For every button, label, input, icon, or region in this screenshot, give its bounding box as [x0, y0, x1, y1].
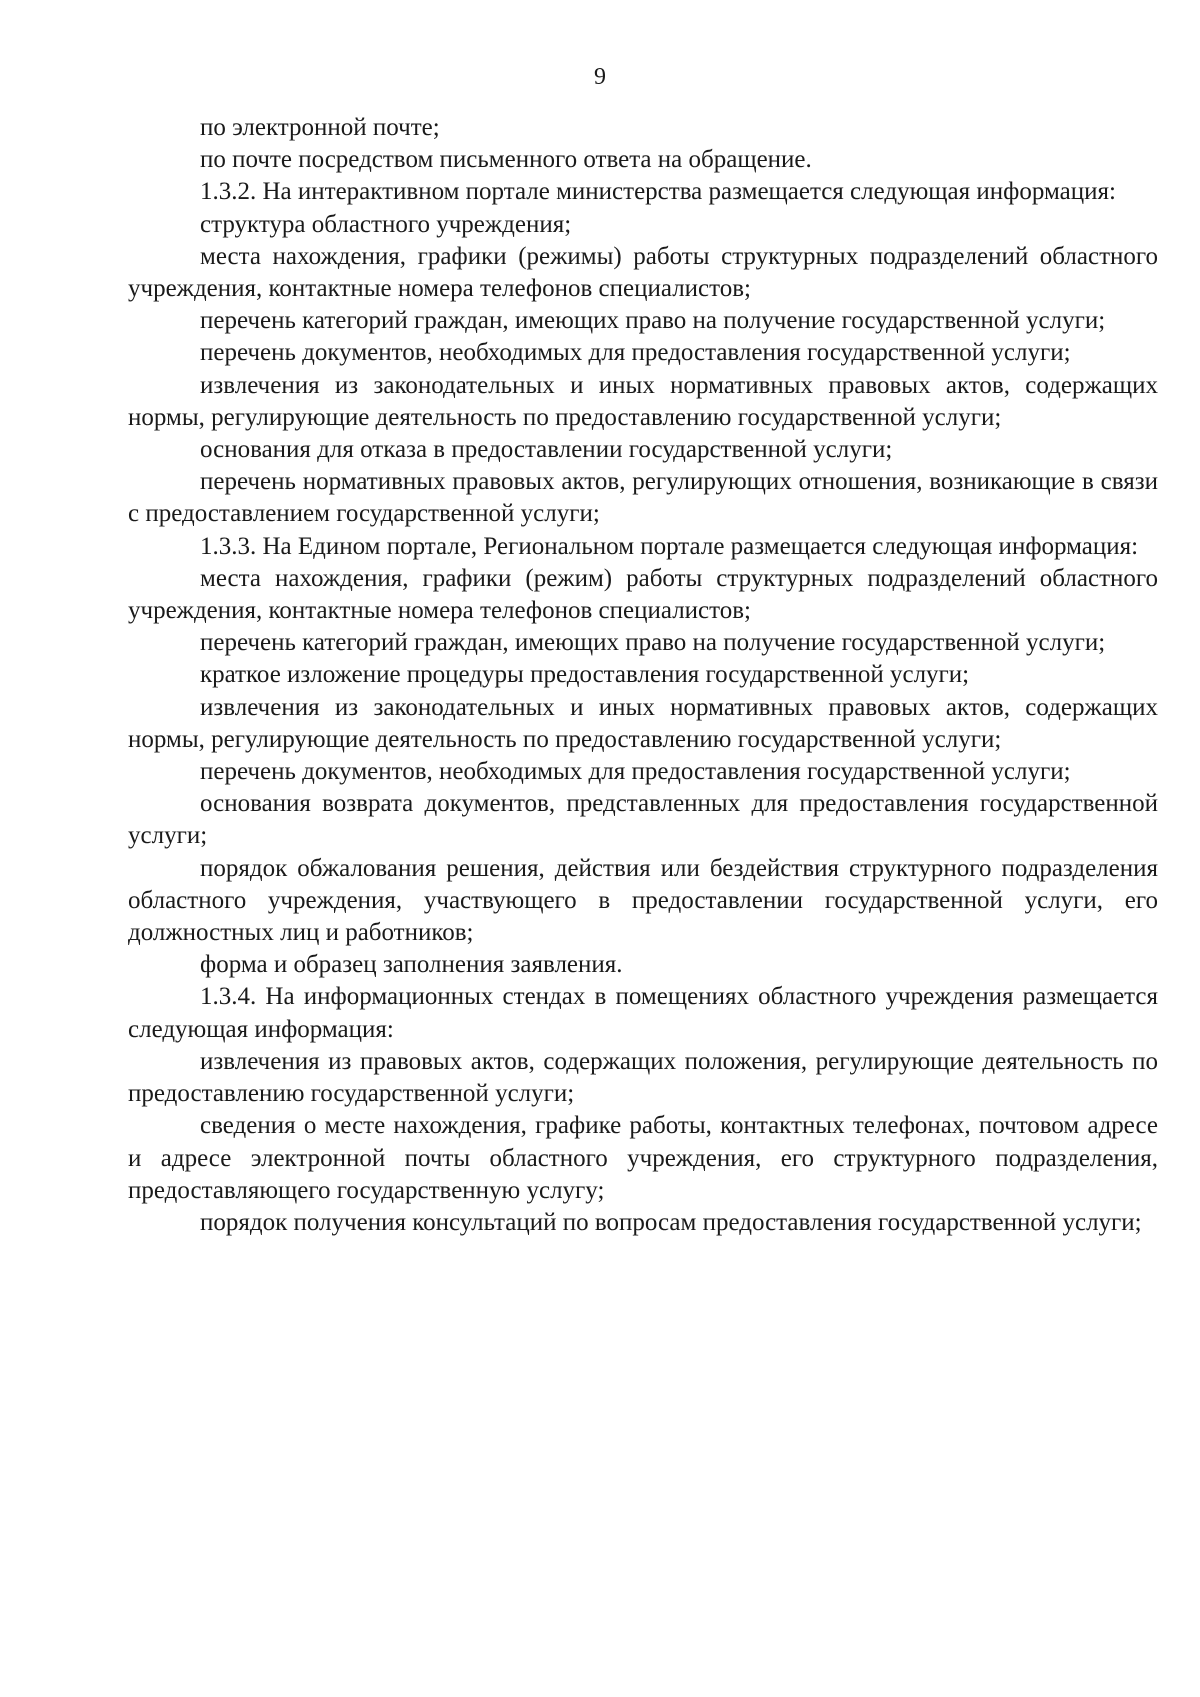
paragraph: основания возврата документов, представленных для предоставления государственной услуги; [128, 790, 1158, 850]
paragraph: порядок получения консультаций по вопросам предоставления государственной услуги; [200, 1208, 1142, 1236]
page-number: 9 [594, 64, 606, 90]
paragraph: по электронной почте; [200, 114, 440, 141]
section-paragraph: 1.3.3. На Едином портале, Региональном портале размещается следующая информация: [200, 532, 1139, 560]
paragraph: извлечения из правовых актов, содержащих положения, регулирующие деятельность по предоставлению государственной услуги; [128, 1047, 1158, 1108]
paragraph: сведения о месте нахождения, графике работы, контактных телефонах, почтовом адресе и адресе электронной почты областного учреждения, его структурного подразделения, предоставляющего государственную услугу; [128, 1112, 1158, 1204]
paragraph: перечень документов, необходимых для предоставления государственной услуги; [200, 339, 1071, 367]
paragraph: перечень категорий граждан, имеющих право на получение государственной услуги; [200, 307, 1106, 335]
paragraph: структура областного учреждения; [200, 210, 572, 238]
paragraph: извлечения из законодательных и иных нормативных правовых актов, содержащих нормы, регулирующие деятельность по предоставлению государственной услуги; [128, 371, 1158, 431]
paragraph: порядок обжалования решения, действия или бездействия структурного подразделения областного учреждения, участвующего в предоставлении государственной услуги, его должностных лиц и работников; [128, 854, 1158, 947]
section-paragraph: 1.3.4. На информационных стендах в помещениях областного учреждения размещается следующая информация: [128, 983, 1158, 1043]
paragraph: перечень нормативных правовых актов, регулирующих отношения, возникающие в связи с предоставлением государственной услуги; [128, 468, 1158, 528]
paragraph: перечень категорий граждан, имеющих право на получение государственной услуги; [200, 629, 1106, 657]
paragraph: форма и образец заполнения заявления. [200, 951, 623, 979]
paragraph: места нахождения, графики (режимы) работы структурных подразделений областного учреждения, контактные номера телефонов специалистов; [128, 242, 1158, 303]
paragraph: извлечения из законодательных и иных нормативных правовых актов, содержащих нормы, регулирующие деятельность по предоставлению государственной услуги; [128, 693, 1158, 753]
paragraph: места нахождения, графики (режим) работы структурных подразделений областного учреждения, контактные номера телефонов специалистов; [128, 564, 1158, 625]
paragraph: краткое изложение процедуры предоставления государственной услуги; [200, 661, 970, 689]
section-paragraph: 1.3.2. На интерактивном портале министерства размещается следующая информация: [200, 178, 1116, 206]
paragraph: основания для отказа в предоставлении государственной услуги; [200, 436, 893, 464]
paragraph: по почте посредством письменного ответа на обращение. [200, 146, 812, 174]
document-body [128, 112, 1158, 1239]
paragraph: перечень документов, необходимых для предоставления государственной услуги; [200, 758, 1071, 786]
